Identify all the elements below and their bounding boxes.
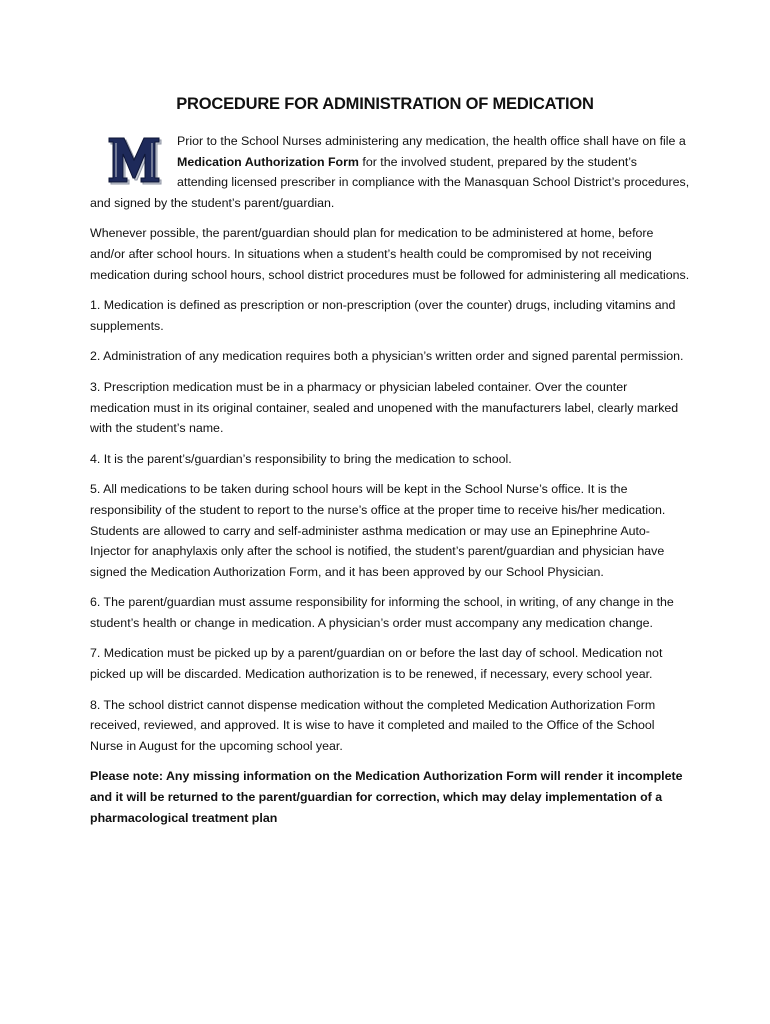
item-2-administration: 2. Administration of any medication requires both a physician’s written order and signed parental permission. [90,349,684,364]
please-note: Please note: Any missing information on the Medication Authorization Form will render it incomplete and it will be returned to the parent/guardian for correction, which may delay implementation of a pharmacological treatment plan [90,769,683,825]
intro-text-2: for the involved student, prepared by the student’s attending licensed prescriber in compliance with the Manasquan School District’s procedures, and signed by the student’s parent/guardian. [90,154,690,210]
item-3-containers: 3. Prescription medication must be in a pharmacy or physician labeled container. Over the counter medication must in its original container, sealed and unopened with the manufacturers label, clearly marked with the student’s name. [90,379,679,436]
item-1-definition: 1. Medication is defined as prescription or non-prescription (over the counter) drugs, including vitamins and supplements. [90,298,676,333]
paragraph-whenever-possible: Whenever possible, the parent/guardian should plan for medication to be administered at home, before and/or after school hours. In situations when a student’s health could be compromised by not receiving medication during school hours, school district procedures must be followed for administering all medications. [90,226,690,282]
item-8-dispense: 8. The school district cannot dispense medication without the completed Medication Authorization Form received, reviewed, and approved. It is wise to have it completed and mailed to the Office of the School Nurse in August for the upcoming school year. [90,697,656,753]
document-body [90,131,690,838]
intro-bold-form-name: Medication Authorization Form [177,154,359,169]
document-title: PROCEDURE FOR ADMINISTRATION OF MEDICATION [176,95,594,113]
m-logo-graphic [105,134,163,186]
logo-letter: M [133,164,135,165]
item-5-storage: 5. All medications to be taken during school hours will be kept in the School Nurse’s office. It is the responsibility of the student to report to the nurse’s office at the proper time to receive his/her medication. Students are allowed to carry and self-administer asthma medication or may use an Epinephrine Auto-Injector for anaphylaxis only after the school is notified, the student’s parent/guardian and physician have signed the Medication Authorization Form, and it has been approved by our School Physician. [90,482,666,579]
item-4-responsibility: 4. It is the parent’s/guardian’s responsibility to bring the medication to school. [90,451,512,466]
item-6-changes: 6. The parent/guardian must assume responsibility for informing the school, in writing, of any change in the student’s health or change in medication. A physician’s order must accompany any medication change. [90,595,674,630]
school-m-logo [105,134,163,186]
intro-paragraph [90,131,690,213]
intro-text-1: Prior to the School Nurses administering any medication, the health office shall have on file a [177,134,686,148]
item-7-pickup: 7. Medication must be picked up by a parent/guardian on or before the last day of school. Medication not picked up will be discarded. Medication authorization is to be renewed, if necessary, every school year. [90,646,663,682]
